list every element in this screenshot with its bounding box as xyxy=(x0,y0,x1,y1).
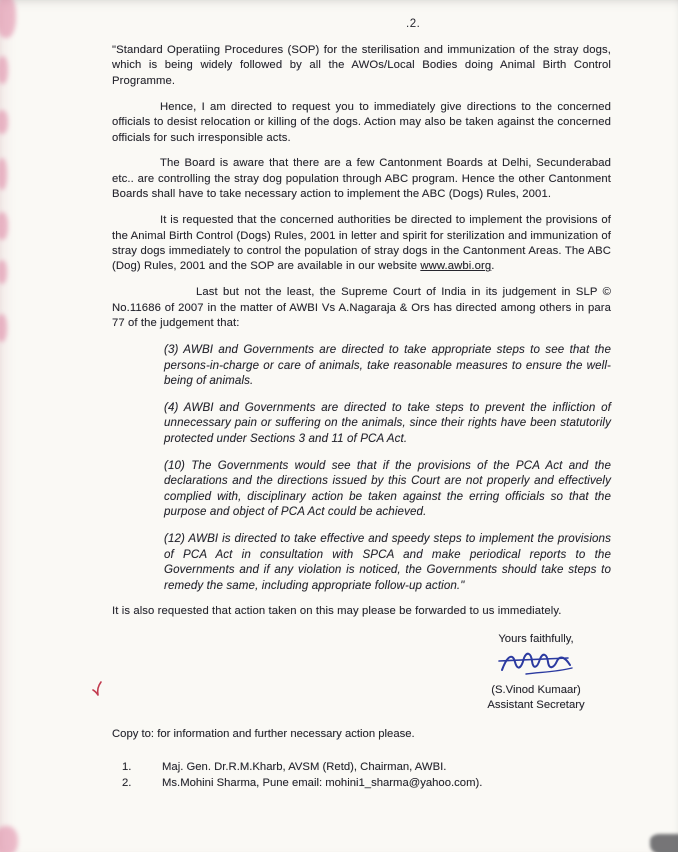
copy-to-item-text: Maj. Gen. Dr.R.M.Kharb, AVSM (Retd), Chairman, AWBI. xyxy=(162,760,447,773)
scan-artifact xyxy=(0,158,7,190)
awbi-website-link[interactable]: www.awbi.org xyxy=(420,260,492,273)
scan-artifact xyxy=(0,110,8,134)
copy-to-item xyxy=(122,775,611,792)
scan-artifact xyxy=(650,834,678,852)
paragraph-sop: "Standard Operatiing Procedures (SOP) for the sterilisation and immunization of the stray dogs, which is being widely followed by all the AWOs/Local Bodies doing Animal Birth Control Programme. xyxy=(112,44,611,87)
salutation: Yours faithfully, xyxy=(498,632,574,645)
signature-icon xyxy=(461,649,611,682)
judgement-quote-4: (4) AWBI and Governments are directed to take steps to prevent the infliction of unnecessary pain or suffering on the animals, since their rights have been statutorily protected under Sections 3 and 11 of PCA Act. xyxy=(164,400,611,445)
scan-artifact xyxy=(0,0,16,38)
copy-to-item xyxy=(122,759,611,776)
scan-artifact xyxy=(0,56,8,84)
page-number: .2. xyxy=(406,18,421,30)
judgement-quote-10: (10) The Governments would see that if the provisions of the PCA Act and the declarations and the directions issued by this Court are not properly and effectively complied with, disciplinary action be taken against the erring officials so that the purpose and object of PCA Act could be achieved. xyxy=(164,458,611,519)
signatory-name: (S.Vinod Kumaar) xyxy=(491,683,581,696)
pen-mark-icon xyxy=(90,680,106,698)
signature-block xyxy=(461,632,611,713)
paragraph-abc-rules-period: . xyxy=(491,260,495,273)
scan-artifact xyxy=(0,260,7,284)
copy-to-item-text: Ms.Mohini Sharma, Pune email: mohini1_sharma@yahoo.com). xyxy=(162,777,483,790)
copy-to-item-number: 2. xyxy=(122,777,132,790)
scan-artifact xyxy=(0,826,18,852)
paragraph-abc-rules xyxy=(112,213,611,275)
paragraph-action-taken: It is also requested that action taken on this may please be forwarded to us immediately. xyxy=(112,605,562,618)
scan-artifact xyxy=(0,212,8,240)
paragraph-abc-rules-text: It is requested that the concerned authorities be directed to implement the provisions of the Animal Birth Control (Dogs) Rules, 2001 in letter and spirit for sterilization and immunization of stray dogs immediately to control the population of stray dogs in the Cantonment Areas. The ABC (Dog) Rules, 2001 and the SOP are available in our website xyxy=(112,214,611,273)
paragraph-cantonment-boards: The Board is aware that there are a few Cantonment Boards at Delhi, Secunderabad etc.. are controlling the stray dog population through ABC program. Hence the other Cantonment Boards shall have to take necessary action to implement the ABC (Dogs) Rules, 2001. xyxy=(112,157,611,201)
copy-to-list xyxy=(112,759,611,792)
copy-to-heading: Copy to: for information and further necessary action please. xyxy=(112,727,415,740)
paragraph-directions: Hence, I am directed to request you to immediately give directions to the concerned officials to desist relocation or killing of the dogs. Action may also be taken against the concerned officials for such irresponsible acts. xyxy=(112,100,611,144)
judgement-quote-3: (3) AWBI and Governments are directed to take appropriate steps to see that the persons-in-charge or care of animals, take reasonable measures to ensure the well-being of animals. xyxy=(164,343,611,388)
signatory-title: Assistant Secretary xyxy=(487,698,585,711)
letter-body xyxy=(112,43,611,792)
copy-to-item-number: 1. xyxy=(122,760,132,773)
judgement-quote-12: (12) AWBI is directed to take effective and speedy steps to implement the provisions of PCA Act in consultation with SPCA and make periodical reports to the Governments and if any violation is noticed, the Governments should take steps to remedy the same, including appropriate follow-up action." xyxy=(164,531,611,592)
paragraph-supreme-court: Last but not the least, the Supreme Court of India in its judgement in SLP © No.11686 of 2007 in the matter of AWBI Vs A.Nagaraja & Ors has directed among others in para 77 of the judgement that: xyxy=(112,286,611,330)
scan-artifact xyxy=(0,314,7,342)
